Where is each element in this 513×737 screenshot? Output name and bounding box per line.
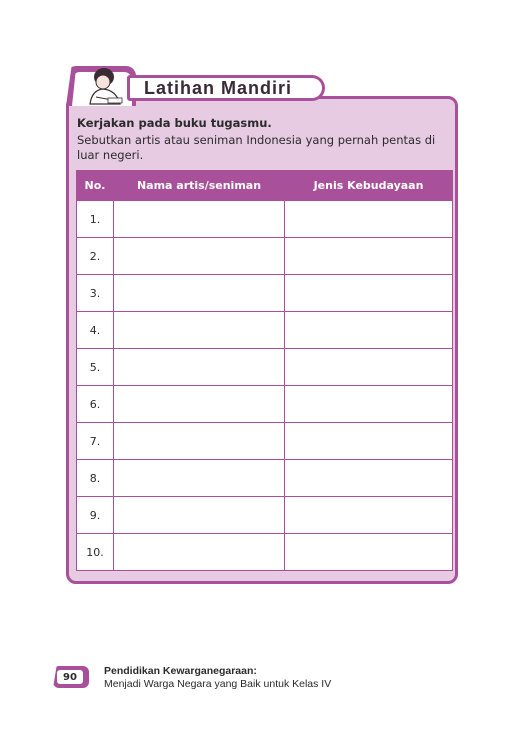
culture-cell[interactable] (285, 275, 453, 312)
culture-cell[interactable] (285, 349, 453, 386)
student-writing-icon (78, 64, 128, 106)
table-row (77, 238, 453, 275)
culture-cell[interactable] (285, 201, 453, 238)
culture-cell[interactable] (285, 423, 453, 460)
name-cell[interactable] (114, 238, 285, 275)
table-row (77, 312, 453, 349)
row-number: 5. (77, 349, 114, 386)
table-row (77, 349, 453, 386)
table-row (77, 460, 453, 497)
page-number: 90 (57, 670, 83, 684)
culture-cell[interactable] (285, 238, 453, 275)
column-header-culture: Jenis Kebudayaan (285, 171, 453, 201)
row-number: 3. (77, 275, 114, 312)
name-cell[interactable] (114, 201, 285, 238)
table-row (77, 275, 453, 312)
table-row (77, 534, 453, 571)
name-cell[interactable] (114, 497, 285, 534)
row-number: 1. (77, 201, 114, 238)
column-header-no: No. (77, 171, 114, 201)
row-number: 6. (77, 386, 114, 423)
row-number: 8. (77, 460, 114, 497)
culture-cell[interactable] (285, 386, 453, 423)
name-cell[interactable] (114, 349, 285, 386)
column-header-name: Nama artis/seniman (114, 171, 285, 201)
culture-cell[interactable] (285, 312, 453, 349)
table-row (77, 423, 453, 460)
culture-cell[interactable] (285, 497, 453, 534)
table-row (77, 497, 453, 534)
instruction-text: Sebutkan artis atau seniman Indonesia yang pernah pentas di luar negeri. (77, 133, 436, 162)
name-cell[interactable] (114, 423, 285, 460)
culture-cell[interactable] (285, 460, 453, 497)
row-number: 7. (77, 423, 114, 460)
answer-table (76, 170, 453, 571)
culture-cell[interactable] (285, 534, 453, 571)
name-cell[interactable] (114, 312, 285, 349)
name-cell[interactable] (114, 275, 285, 312)
table-row (77, 201, 453, 238)
row-number: 2. (77, 238, 114, 275)
name-cell[interactable] (114, 460, 285, 497)
row-number: 9. (77, 497, 114, 534)
section-title-text: Latihan Mandiri (144, 77, 293, 98)
footer-book-title: Pendidikan Kewarganegaraan: (104, 665, 257, 677)
footer-subtitle: Menjadi Warga Negara yang Baik untuk Kelas IV (104, 678, 332, 690)
instruction-heading: Kerjakan pada buku tugasmu. (77, 116, 272, 130)
name-cell[interactable] (114, 534, 285, 571)
table-row (77, 386, 453, 423)
name-cell[interactable] (114, 386, 285, 423)
row-number: 4. (77, 312, 114, 349)
row-number: 10. (77, 534, 114, 571)
section-title (127, 75, 325, 101)
table-header-row (77, 171, 453, 201)
